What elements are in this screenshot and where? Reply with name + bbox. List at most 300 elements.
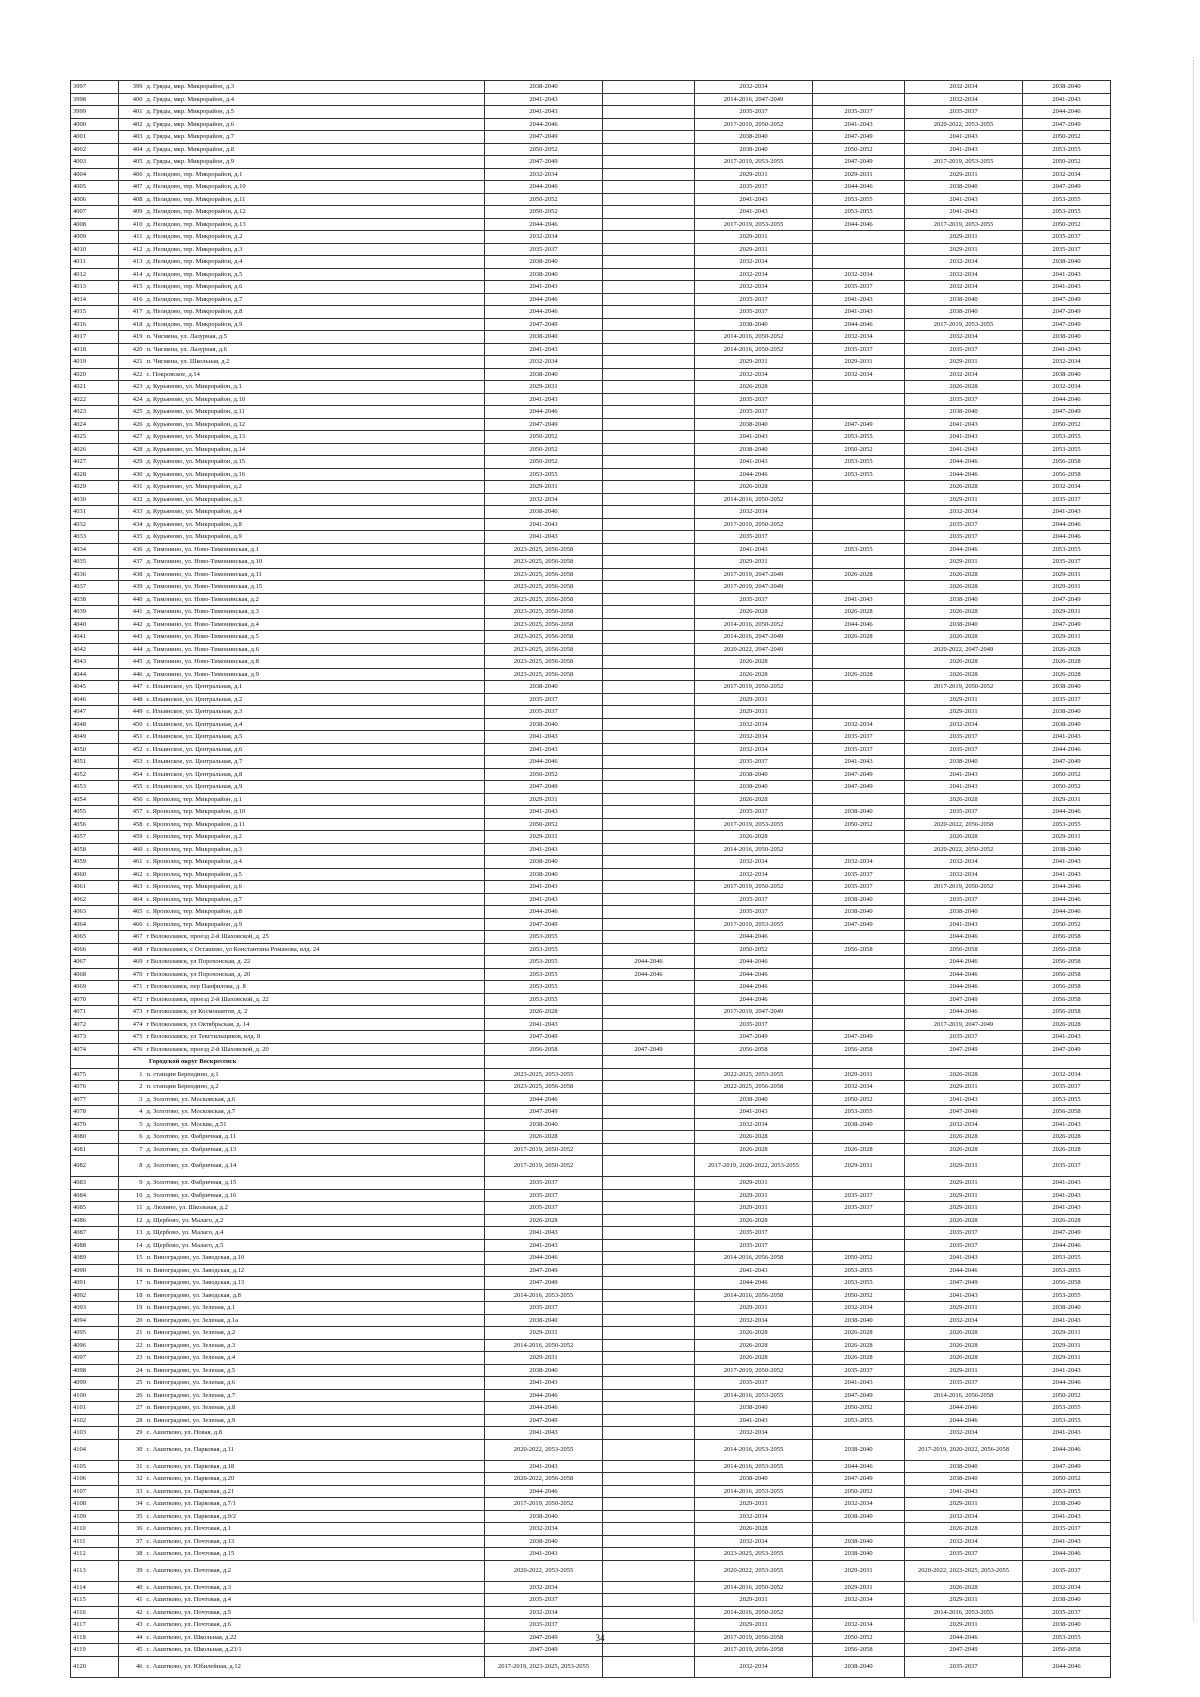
- row-number-cell: 11: [119, 1202, 145, 1215]
- row-number-cell: 13: [119, 1227, 145, 1240]
- record-id-cell: 4002: [71, 143, 119, 156]
- period-5-cell: 2035-2037: [905, 343, 1023, 356]
- period-2-cell: [603, 356, 695, 369]
- period-1-cell: 2038-2040: [485, 368, 603, 381]
- period-6-cell: 2053-2055: [1023, 1264, 1111, 1277]
- record-id-cell: 4083: [71, 1177, 119, 1190]
- period-1-cell: 2020-2022, 2056-2058: [485, 1473, 603, 1486]
- row-number-cell: 36: [119, 1523, 145, 1536]
- address-cell: д. Тимонино, ул. Ново-Тимонинская, д.8: [145, 656, 485, 669]
- period-1-cell: 2038-2040: [485, 1118, 603, 1131]
- record-id-cell: 4038: [71, 593, 119, 606]
- row-number-cell: 451: [119, 731, 145, 744]
- period-1-cell: 2038-2040: [485, 1364, 603, 1377]
- row-number-cell: 9: [119, 1177, 145, 1190]
- period-5-cell: 2041-2043: [905, 918, 1023, 931]
- row-number-cell: 461: [119, 856, 145, 869]
- period-3-cell: 2029-2031: [695, 1177, 813, 1190]
- table-row: [71, 543, 1111, 556]
- period-4-cell: [813, 256, 905, 269]
- period-1-cell: 2023-2025, 2056-2058: [485, 543, 603, 556]
- period-3-cell: 2032-2034: [695, 1314, 813, 1327]
- address-cell: д. Курьяново, ул. Микрорайон, д.16: [145, 468, 485, 481]
- table-row: [71, 1594, 1111, 1607]
- period-4-cell: 2056-2058: [813, 1043, 905, 1056]
- period-2-cell: 2044-2046: [603, 956, 695, 969]
- row-number-cell: 456: [119, 793, 145, 806]
- period-6-cell: 2035-2037: [1023, 493, 1111, 506]
- row-number-cell: 16: [119, 1264, 145, 1277]
- row-number-cell: 432: [119, 493, 145, 506]
- row-number-cell: 412: [119, 243, 145, 256]
- period-5-cell: 2044-2046: [905, 931, 1023, 944]
- period-3-cell: 2017-2019, 2050-2052: [695, 1364, 813, 1377]
- table-row: [71, 1289, 1111, 1302]
- address-cell: д. Гряды, мкр. Микрорайон, д.6: [145, 118, 485, 131]
- period-6-cell: 2044-2046: [1023, 806, 1111, 819]
- period-1-cell: 2053-2055: [485, 931, 603, 944]
- period-2-cell: [603, 206, 695, 219]
- period-5-cell: 2041-2043: [905, 206, 1023, 219]
- period-3-cell: 2032-2034: [695, 1427, 813, 1440]
- table-row: [71, 756, 1111, 769]
- address-cell: г Волоколамск, проезд 2-й Шаховской, д. 20: [145, 1043, 485, 1056]
- period-5-cell: 2047-2049: [905, 993, 1023, 1006]
- record-id-cell: 4084: [71, 1189, 119, 1202]
- period-1-cell: 2041-2043: [485, 881, 603, 894]
- table-row: [71, 1093, 1111, 1106]
- table-row: [71, 1656, 1111, 1677]
- record-id-cell: 4052: [71, 768, 119, 781]
- period-1-cell: 2044-2046: [485, 406, 603, 419]
- period-3-cell: 2035-2037: [695, 106, 813, 119]
- record-id-cell: 4051: [71, 756, 119, 769]
- record-id-cell: 4021: [71, 381, 119, 394]
- row-number-cell: 3: [119, 1093, 145, 1106]
- period-4-cell: 2056-2058: [813, 943, 905, 956]
- row-number-cell: 404: [119, 143, 145, 156]
- period-2-cell: [603, 1606, 695, 1619]
- row-number-cell: 458: [119, 818, 145, 831]
- address-cell: с. Ильинское, ул. Центральная, д.6: [145, 743, 485, 756]
- period-3-cell: 2014-2016, 2053-2055: [695, 1439, 813, 1460]
- period-4-cell: 2050-2052: [813, 143, 905, 156]
- period-5-cell: 2029-2031: [905, 1302, 1023, 1315]
- table-row: [71, 593, 1111, 606]
- row-number-cell: 476: [119, 1043, 145, 1056]
- period-5-cell: 2047-2049: [905, 1043, 1023, 1056]
- table-row: [71, 643, 1111, 656]
- period-5-cell: 2041-2043: [905, 1485, 1023, 1498]
- table-row: [71, 1548, 1111, 1561]
- period-5-cell: 2044-2046: [905, 981, 1023, 994]
- period-2-cell: [603, 1302, 695, 1315]
- row-number-cell: 20: [119, 1314, 145, 1327]
- address-cell: с. Ярополец, тер. Микрорайон, д.10: [145, 806, 485, 819]
- row-number-cell: 459: [119, 831, 145, 844]
- record-id-cell: 4101: [71, 1402, 119, 1415]
- period-3-cell: 2032-2034: [695, 1118, 813, 1131]
- address-cell: д. Нелидово, тер. Микрорайон, д.12: [145, 206, 485, 219]
- period-2-cell: [603, 1427, 695, 1440]
- row-number-cell: 33: [119, 1485, 145, 1498]
- address-cell: д. Курьяново, ул. Микрорайон, д.9: [145, 531, 485, 544]
- period-2-cell: [603, 543, 695, 556]
- address-cell: с. Ильинское, ул. Центральная, д.8: [145, 768, 485, 781]
- address-cell: с. Ашитково, ул. Школьная, д.22: [145, 1631, 485, 1644]
- period-3-cell: 2038-2040: [695, 1402, 813, 1415]
- period-4-cell: 2038-2040: [813, 1439, 905, 1460]
- period-5-cell: 2035-2037: [905, 1227, 1023, 1240]
- period-1-cell: 2032-2034: [485, 168, 603, 181]
- period-5-cell: 2020-2022, 2023-2025, 2053-2055: [905, 1560, 1023, 1581]
- address-cell: с. Ярополец, тер. Микрорайон, д.9: [145, 918, 485, 931]
- period-5-cell: 2041-2043: [905, 1093, 1023, 1106]
- record-id-cell: 4003: [71, 156, 119, 169]
- row-number-cell: 43: [119, 1619, 145, 1632]
- period-1-cell: 2023-2025, 2053-2055: [485, 1068, 603, 1081]
- record-id-cell: 4049: [71, 731, 119, 744]
- period-2-cell: [603, 181, 695, 194]
- period-1-cell: 2017-2019, 2050-2052: [485, 1143, 603, 1156]
- row-number-cell: 414: [119, 268, 145, 281]
- table-row: [71, 693, 1111, 706]
- period-6-cell: 2053-2055: [1023, 1631, 1111, 1644]
- period-3-cell: 2035-2037: [695, 293, 813, 306]
- period-4-cell: 2053-2055: [813, 456, 905, 469]
- period-3-cell: 2035-2037: [695, 806, 813, 819]
- period-5-cell: 2026-2028: [905, 631, 1023, 644]
- record-id-cell: 4097: [71, 1352, 119, 1365]
- table-row: [71, 343, 1111, 356]
- period-6-cell: 2053-2055: [1023, 1093, 1111, 1106]
- period-5-cell: 2035-2037: [905, 1548, 1023, 1561]
- period-3-cell: 2026-2028: [695, 1131, 813, 1144]
- period-4-cell: [813, 1427, 905, 1440]
- period-6-cell: 2050-2052: [1023, 156, 1111, 169]
- period-1-cell: 2023-2025, 2056-2058: [485, 581, 603, 594]
- period-5-cell: 2017-2019, 2050-2052: [905, 881, 1023, 894]
- period-2-cell: [603, 381, 695, 394]
- period-3-cell: 2035-2037: [695, 1239, 813, 1252]
- row-number-cell: 26: [119, 1389, 145, 1402]
- record-id-cell: 4053: [71, 781, 119, 794]
- period-2-cell: [603, 806, 695, 819]
- period-1-cell: 2029-2031: [485, 481, 603, 494]
- period-6-cell: 2047-2049: [1023, 318, 1111, 331]
- period-5-cell: 2026-2028: [905, 1068, 1023, 1081]
- period-5-cell: 2032-2034: [905, 718, 1023, 731]
- record-id-cell: 4100: [71, 1389, 119, 1402]
- period-3-cell: 2035-2037: [695, 306, 813, 319]
- row-number-cell: 7: [119, 1143, 145, 1156]
- record-id-cell: 4011: [71, 256, 119, 269]
- record-id-cell: 3999: [71, 106, 119, 119]
- address-cell: с. Ашитково, ул. Почтовая, д.5: [145, 1606, 485, 1619]
- period-1-cell: 2035-2037: [485, 1594, 603, 1607]
- period-4-cell: 2035-2037: [813, 731, 905, 744]
- row-number-cell: 443: [119, 631, 145, 644]
- address-cell: д. Люлино, ул. Школьная, д.2: [145, 1202, 485, 1215]
- period-3-cell: 2032-2034: [695, 368, 813, 381]
- address-cell: г Волоколамск, ул Космонавтов, д. 2: [145, 1006, 485, 1019]
- row-number-cell: 433: [119, 506, 145, 519]
- address-cell: с. Ашитково, ул. Почтовая, д.15: [145, 1548, 485, 1561]
- period-4-cell: 2032-2034: [813, 856, 905, 869]
- period-1-cell: 2023-2025, 2056-2058: [485, 593, 603, 606]
- row-number-cell: 4: [119, 1106, 145, 1119]
- period-5-cell: 2035-2037: [905, 1239, 1023, 1252]
- row-number-cell: 444: [119, 643, 145, 656]
- period-2-cell: [603, 1619, 695, 1632]
- scan-margin-line: [1192, 60, 1194, 1620]
- row-number-cell: 30: [119, 1439, 145, 1460]
- row-number-cell: 426: [119, 418, 145, 431]
- period-5-cell: 2029-2031: [905, 693, 1023, 706]
- period-2-cell: [603, 1252, 695, 1265]
- address-cell: д. Тимонино, ул. Ново-Тимонинская, д.3: [145, 606, 485, 619]
- period-1-cell: 2044-2046: [485, 1252, 603, 1265]
- period-3-cell: 2014-2016, 2050-2052: [695, 1581, 813, 1594]
- row-number-cell: 28: [119, 1414, 145, 1427]
- period-5-cell: 2026-2028: [905, 481, 1023, 494]
- period-1-cell: 2029-2031: [485, 831, 603, 844]
- period-2-cell: [603, 668, 695, 681]
- period-6-cell: 2041-2043: [1023, 281, 1111, 294]
- period-5-cell: 2044-2046: [905, 468, 1023, 481]
- row-number-cell: 402: [119, 118, 145, 131]
- period-3-cell: 2017-2019, 2053-2055: [695, 918, 813, 931]
- record-id-cell: 4107: [71, 1485, 119, 1498]
- period-5-cell: 2020-2022, 2056-2058: [905, 818, 1023, 831]
- period-1-cell: 2047-2049: [485, 1631, 603, 1644]
- period-5-cell: 2038-2040: [905, 181, 1023, 194]
- period-6-cell: 2029-2031: [1023, 831, 1111, 844]
- period-1-cell: 2038-2040: [485, 331, 603, 344]
- period-4-cell: 2041-2043: [813, 293, 905, 306]
- address-cell: с. Ярополец, тер. Микрорайон, д.11: [145, 818, 485, 831]
- record-id-cell: 4005: [71, 181, 119, 194]
- period-6-cell: 2047-2049: [1023, 118, 1111, 131]
- period-3-cell: 2029-2031: [695, 356, 813, 369]
- address-cell: с. Ильинское, ул. Центральная, д.4: [145, 718, 485, 731]
- period-6-cell: 2053-2055: [1023, 206, 1111, 219]
- period-5-cell: 2041-2043: [905, 1252, 1023, 1265]
- table-row: [71, 318, 1111, 331]
- table-row: [71, 181, 1111, 194]
- record-id-cell: 4045: [71, 681, 119, 694]
- record-id-cell: 4042: [71, 643, 119, 656]
- period-3-cell: 2014-2016, 2050-2052: [695, 843, 813, 856]
- record-id-cell: 4062: [71, 893, 119, 906]
- period-2-cell: [603, 1414, 695, 1427]
- period-5-cell: 2026-2028: [905, 668, 1023, 681]
- period-4-cell: [813, 956, 905, 969]
- period-4-cell: 2032-2034: [813, 331, 905, 344]
- period-6-cell: 2053-2055: [1023, 543, 1111, 556]
- period-4-cell: 2041-2043: [813, 1377, 905, 1390]
- table-row: [71, 1414, 1111, 1427]
- period-6-cell: 2035-2037: [1023, 1560, 1111, 1581]
- period-3-cell: 2041-2043: [695, 1414, 813, 1427]
- period-4-cell: 2041-2043: [813, 306, 905, 319]
- section-empty-cell: [695, 1056, 813, 1069]
- period-3-cell: 2032-2034: [695, 1535, 813, 1548]
- period-1-cell: 2041-2043: [485, 1239, 603, 1252]
- period-2-cell: [603, 1068, 695, 1081]
- address-cell: с. Ашитково, ул. Почтовая, д.6: [145, 1619, 485, 1632]
- period-2-cell: [603, 1156, 695, 1177]
- period-4-cell: 2047-2049: [813, 768, 905, 781]
- period-4-cell: 2032-2034: [813, 268, 905, 281]
- period-2-cell: [603, 881, 695, 894]
- period-3-cell: 2029-2031: [695, 1202, 813, 1215]
- period-3-cell: 2044-2046: [695, 968, 813, 981]
- period-2-cell: [603, 1327, 695, 1340]
- table-row: [71, 481, 1111, 494]
- record-id-cell: 4102: [71, 1414, 119, 1427]
- table-row: [71, 1264, 1111, 1277]
- address-cell: д. Гряды, мкр. Микрорайон, д.7: [145, 131, 485, 144]
- period-6-cell: 2056-2058: [1023, 1277, 1111, 1290]
- address-cell: д. Тимонино, ул. Ново-Тимонинская, д.2: [145, 593, 485, 606]
- period-3-cell: 2022-2025, 2053-2055: [695, 1068, 813, 1081]
- period-5-cell: 2029-2031: [905, 1156, 1023, 1177]
- period-2-cell: [603, 1473, 695, 1486]
- period-6-cell: 2041-2043: [1023, 1118, 1111, 1131]
- row-number-cell: 438: [119, 568, 145, 581]
- record-id-cell: 4069: [71, 981, 119, 994]
- address-cell: д. Нелидово, тер. Микрорайон, д.11: [145, 193, 485, 206]
- period-3-cell: 2032-2034: [695, 1510, 813, 1523]
- row-number-cell: 430: [119, 468, 145, 481]
- period-2-cell: [603, 518, 695, 531]
- row-number-cell: 434: [119, 518, 145, 531]
- address-cell: д. Нелидово, тер. Микрорайон, д.7: [145, 293, 485, 306]
- period-4-cell: [813, 693, 905, 706]
- period-2-cell: [603, 1081, 695, 1094]
- record-id-cell: 4111: [71, 1535, 119, 1548]
- period-3-cell: 2014-2016, 2050-2052: [695, 493, 813, 506]
- period-3-cell: 2017-2019, 2047-2049: [695, 1006, 813, 1019]
- period-6-cell: 2035-2037: [1023, 1523, 1111, 1536]
- record-id-cell: 4012: [71, 268, 119, 281]
- row-number-cell: 45: [119, 1644, 145, 1657]
- row-number-cell: 435: [119, 531, 145, 544]
- period-2-cell: [603, 456, 695, 469]
- period-3-cell: 2032-2034: [695, 506, 813, 519]
- period-4-cell: 2035-2037: [813, 743, 905, 756]
- period-3-cell: 2029-2031: [695, 168, 813, 181]
- period-2-cell: [603, 443, 695, 456]
- period-5-cell: 2017-2019, 2053-2055: [905, 156, 1023, 169]
- period-2-cell: [603, 268, 695, 281]
- address-cell: п. Виноградово, ул. Зеленая, д.4: [145, 1352, 485, 1365]
- record-id-cell: 4015: [71, 306, 119, 319]
- table-row: [71, 743, 1111, 756]
- address-cell: с. Ашитково, ул. Парковая, д.20: [145, 1473, 485, 1486]
- period-4-cell: 2032-2034: [813, 1619, 905, 1632]
- row-number-cell: 449: [119, 706, 145, 719]
- period-1-cell: 2044-2046: [485, 118, 603, 131]
- period-1-cell: 2047-2049: [485, 1031, 603, 1044]
- row-number-cell: 31: [119, 1460, 145, 1473]
- period-6-cell: 2053-2055: [1023, 1414, 1111, 1427]
- period-5-cell: 2041-2043: [905, 781, 1023, 794]
- row-number-cell: 439: [119, 581, 145, 594]
- table-row: [71, 268, 1111, 281]
- table-row: [71, 381, 1111, 394]
- table-row: [71, 1485, 1111, 1498]
- period-3-cell: 2035-2037: [695, 593, 813, 606]
- address-cell: д. Курьяново, ул. Микрорайон, д.4: [145, 506, 485, 519]
- row-number-cell: 455: [119, 781, 145, 794]
- record-id-cell: 4075: [71, 1068, 119, 1081]
- period-3-cell: 2017-2019, 2047-2049: [695, 568, 813, 581]
- period-3-cell: 2038-2040: [695, 131, 813, 144]
- period-4-cell: [813, 518, 905, 531]
- period-3-cell: 2032-2034: [695, 256, 813, 269]
- period-5-cell: 2035-2037: [905, 743, 1023, 756]
- period-6-cell: 2050-2052: [1023, 781, 1111, 794]
- period-6-cell: 2050-2052: [1023, 918, 1111, 931]
- row-number-cell: 403: [119, 131, 145, 144]
- period-1-cell: 2026-2028: [485, 1214, 603, 1227]
- period-3-cell: 2026-2028: [695, 606, 813, 619]
- record-id-cell: 4048: [71, 718, 119, 731]
- address-cell: д. Щербово, ул. Малаго, д.2: [145, 1214, 485, 1227]
- period-6-cell: 2035-2037: [1023, 1081, 1111, 1094]
- period-2-cell: [603, 431, 695, 444]
- period-2-cell: [603, 168, 695, 181]
- period-2-cell: [603, 1189, 695, 1202]
- period-6-cell: 2053-2055: [1023, 143, 1111, 156]
- record-id-cell: 4098: [71, 1364, 119, 1377]
- record-id-cell: 4034: [71, 543, 119, 556]
- period-4-cell: 2053-2055: [813, 1414, 905, 1427]
- period-3-cell: 2029-2031: [695, 1302, 813, 1315]
- period-5-cell: 2038-2040: [905, 906, 1023, 919]
- table-row: [71, 1189, 1111, 1202]
- period-4-cell: 2044-2046: [813, 318, 905, 331]
- row-number-cell: 450: [119, 718, 145, 731]
- period-6-cell: 2050-2052: [1023, 768, 1111, 781]
- period-5-cell: 2014-2016, 2053-2055: [905, 1606, 1023, 1619]
- period-4-cell: 2038-2040: [813, 1314, 905, 1327]
- row-number-cell: 15: [119, 1252, 145, 1265]
- period-2-cell: [603, 218, 695, 231]
- period-4-cell: 2053-2055: [813, 1264, 905, 1277]
- period-5-cell: 2026-2028: [905, 1214, 1023, 1227]
- period-3-cell: 2035-2037: [695, 893, 813, 906]
- period-3-cell: 2014-2016, 2056-2058: [695, 1289, 813, 1302]
- period-4-cell: 2038-2040: [813, 1656, 905, 1677]
- period-1-cell: 2053-2055: [485, 993, 603, 1006]
- period-5-cell: 2032-2034: [905, 331, 1023, 344]
- period-4-cell: [813, 831, 905, 844]
- period-2-cell: [603, 1239, 695, 1252]
- period-1-cell: 2044-2046: [485, 1093, 603, 1106]
- table-row: [71, 993, 1111, 1006]
- row-number-cell: 474: [119, 1018, 145, 1031]
- table-row: [71, 981, 1111, 994]
- period-3-cell: 2026-2028: [695, 1352, 813, 1365]
- period-2-cell: [603, 156, 695, 169]
- record-id-cell: 4109: [71, 1510, 119, 1523]
- address-cell: с. Ашитково, ул. Почтовая, д.3: [145, 1581, 485, 1594]
- period-4-cell: 2047-2049: [813, 156, 905, 169]
- row-number-cell: 12: [119, 1214, 145, 1227]
